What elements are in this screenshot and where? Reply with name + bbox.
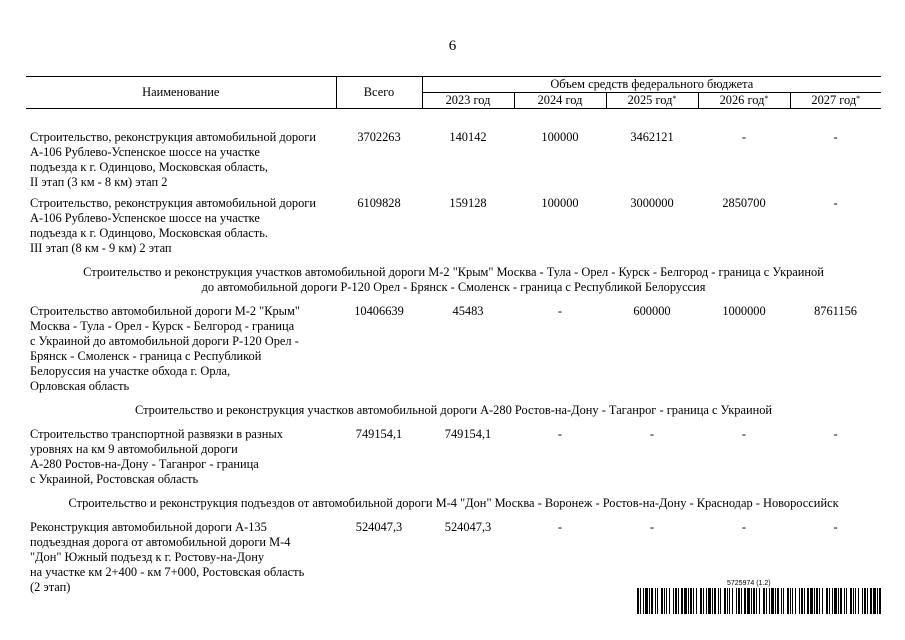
row-2025: 3000000 — [630, 196, 674, 210]
row-2025: 3462121 — [630, 130, 674, 144]
row-2023: 524047,3 — [444, 520, 492, 534]
row-total: 10406639 — [354, 304, 404, 318]
barcode-number: 5725974 (1.2) — [727, 580, 771, 587]
row-2023: 140142 — [449, 130, 487, 144]
table-row — [26, 193, 881, 259]
row-2023: 749154,1 — [444, 427, 492, 441]
section-header: Строительство и реконструкция участков автомобильной дороги А-280 Ростов-на-Дону - Таганрог - граница с Украиной — [135, 403, 773, 417]
row-2024: 100000 — [541, 196, 579, 210]
row-2023: 159128 — [449, 196, 487, 210]
header-total: Всего — [336, 77, 422, 109]
budget-table — [26, 76, 881, 598]
row-2026: 1000000 — [722, 304, 766, 318]
header-name: Наименование — [26, 77, 336, 109]
header-budget: Объем средств федерального бюджета — [422, 77, 881, 93]
section-header: Строительство и реконструкция подъездов от автомобильной дороги М-4 "Дон" Москва - Воронеж - Ростов-на-Дону - Краснодар - Новороссийск — [68, 496, 839, 510]
table-row — [26, 127, 881, 193]
row-2027: - — [833, 196, 838, 210]
row-2024: - — [557, 520, 563, 534]
footnote-asterisk: * — [856, 94, 861, 103]
row-2027: - — [833, 520, 838, 534]
row-name: Строительство, реконструкция автомобильной дороги А-106 Рублево-Успенское шоссе на участке подъезда к г. Одинцово, Московская область, II этап (3 км - 8 км) этап 2 — [30, 130, 317, 189]
row-name: Строительство, реконструкция автомобильной дороги А-106 Рублево-Успенское шоссе на участке подъезда к г. Одинцово, Московская область. III этап (8 км - 9 км) 2 этап — [30, 196, 317, 255]
header-year-2027: 2027 год* — [790, 93, 881, 109]
header-year-2024: 2024 год — [514, 93, 606, 109]
row-2025: 600000 — [633, 304, 671, 318]
table-row — [26, 424, 881, 490]
footnote-asterisk: * — [672, 94, 677, 103]
row-2025: - — [649, 520, 655, 534]
row-2025: - — [649, 427, 655, 441]
row-name: Реконструкция автомобильной дороги А-135 подъездная дорога от автомобильной дороги М-4 "Дон" Южный подъезд к г. Ростову-на-Дону на участке км 2+400 - км 7+000, Ростовская область (2 этап) — [30, 520, 305, 594]
row-total: 6109828 — [357, 196, 401, 210]
row-2027: 8761156 — [814, 304, 857, 318]
row-2026: - — [741, 427, 747, 441]
row-2026: - — [741, 520, 747, 534]
row-2027: - — [833, 130, 838, 144]
header-year-2023: 2023 год — [422, 93, 514, 109]
row-2023: 45483 — [452, 304, 484, 318]
row-2024: - — [557, 427, 563, 441]
row-total: 749154,1 — [355, 427, 403, 441]
footnote-asterisk: * — [764, 94, 769, 103]
row-2027: - — [833, 427, 838, 441]
row-name: Строительство транспортной развязки в разных уровнях на км 9 автомобильной дороги А-280 Ростов-на-Дону - Таганрог - граница с Украиной, Ростовская область — [30, 427, 283, 486]
section-header: Строительство и реконструкция участков автомобильной дороги М-2 "Крым" Москва - Тула - Орел - Курск - Белгород - граница с Украиной до автомобильной дороги Р-120 Орел - Брянск - Смоленск - граница с Республикой Белоруссия — [83, 265, 824, 294]
header-year-2025: 2025 год* — [606, 93, 698, 109]
row-name: Строительство автомобильной дороги М-2 "Крым" Москва - Тула - Орел - Курск - Белгород - граница с Украиной до автомобильной дороги Р-120 Орел - Брянск - Смоленск - граница с Республикой Белоруссия на участке обхода г. Орла, Орловская область — [30, 304, 300, 393]
page-number: 6 — [448, 38, 457, 54]
barcode — [637, 588, 882, 614]
header-year-2026: 2026 год* — [698, 93, 790, 109]
row-2026: - — [741, 130, 747, 144]
row-total: 524047,3 — [355, 520, 403, 534]
row-2024: 100000 — [541, 130, 579, 144]
row-2026: 2850700 — [722, 196, 766, 210]
row-2024: - — [557, 304, 563, 318]
row-total: 3702263 — [357, 130, 401, 144]
table-row — [26, 301, 881, 397]
